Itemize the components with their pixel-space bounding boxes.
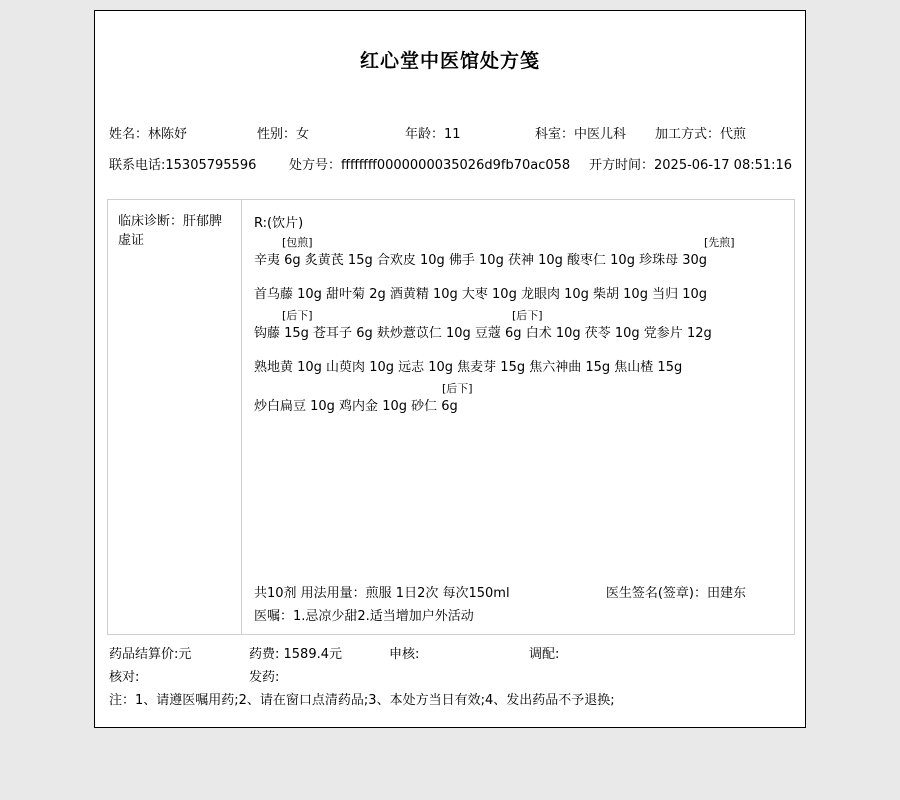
drug-line: 熟地黄 10g 山萸肉 10g 远志 10g 焦麦芽 15g 焦六神曲 15g 焦山楂 15g xyxy=(254,360,683,375)
drug-tag: [包煎] xyxy=(282,236,313,249)
settlement-row-1 xyxy=(109,643,795,662)
review-field: 申核: xyxy=(389,647,420,662)
drug-tag-line xyxy=(254,307,784,323)
settlement-block xyxy=(109,643,795,708)
settlement-row-2 xyxy=(109,666,795,685)
patient-name: 姓名：林陈妤 xyxy=(109,127,188,142)
drug-fee: 药费: 1589.4元 xyxy=(249,647,342,662)
medical-advice: 医嘱：1.忌凉少甜2.适当增加户外活动 xyxy=(254,609,474,624)
drug-tag-line xyxy=(254,380,784,396)
prescription-content xyxy=(242,200,794,634)
processing-method: 加工方式：代煎 xyxy=(655,127,747,142)
patient-header-row-2 xyxy=(109,154,795,173)
usage-dosage: 共10剂 用法用量：煎服 1日2次 每次150ml xyxy=(254,586,510,601)
drug-line: 炒白扁豆 10g 鸡内金 10g 砂仁 6g xyxy=(254,399,458,414)
drug-line: 首乌藤 10g 甜叶菊 2g 酒黄精 10g 大枣 10g 龙眼肉 10g 柴胡 10g 当归 10g xyxy=(254,287,708,302)
rx-header: R:(饮片) xyxy=(254,216,304,231)
issue-field: 发药: xyxy=(249,670,280,685)
drug-tag: [后下] xyxy=(442,382,473,395)
patient-header xyxy=(95,123,805,173)
dispense-field: 调配: xyxy=(529,647,560,662)
prescription-sheet xyxy=(94,10,806,728)
patient-phone: 联系电话:15305795596 xyxy=(109,158,257,173)
patient-sex: 性别：女 xyxy=(257,127,310,142)
drug-tag: [后下] xyxy=(512,309,543,322)
prescription-footer xyxy=(254,582,784,624)
check-field: 核对: xyxy=(109,670,140,685)
drug-tag: [先煎] xyxy=(704,236,735,249)
usage-row xyxy=(254,582,784,601)
settlement-price: 药品结算价:元 xyxy=(109,647,192,662)
drug-line: 辛夷 6g 炙黄芪 15g 合欢皮 10g 佛手 10g 茯神 10g 酸枣仁 10g 珍珠母 30g xyxy=(254,253,708,268)
prescription-body xyxy=(107,199,795,635)
drug-tag: [后下] xyxy=(282,309,313,322)
drug-line: 钩藤 15g 苍耳子 6g 麸炒薏苡仁 10g 豆蔻 6g 白术 10g 茯苓 10g 党参片 12g xyxy=(254,326,712,341)
clinical-diagnosis: 临床诊断：肝郁脾虚证 xyxy=(108,200,242,634)
drug-tag-line xyxy=(254,234,784,250)
patient-age: 年龄：11 xyxy=(405,127,461,142)
prescription-number: 处方号：ffffffff0000000035026d9fb70ac058 xyxy=(289,158,571,173)
footer-notes: 注：1、请遵医嘱用药;2、请在窗口点清药品;3、本处方当日有效;4、发出药品不予退换; xyxy=(109,693,615,708)
patient-department: 科室：中医儿科 xyxy=(535,127,627,142)
doctor-signature: 医生签名(签章)：田建东 xyxy=(605,586,746,601)
page-title: 红心堂中医馆处方笺 xyxy=(359,50,540,72)
prescription-time: 开方时间：2025-06-17 08:51:16 xyxy=(589,158,793,173)
patient-header-row-1 xyxy=(109,123,795,142)
